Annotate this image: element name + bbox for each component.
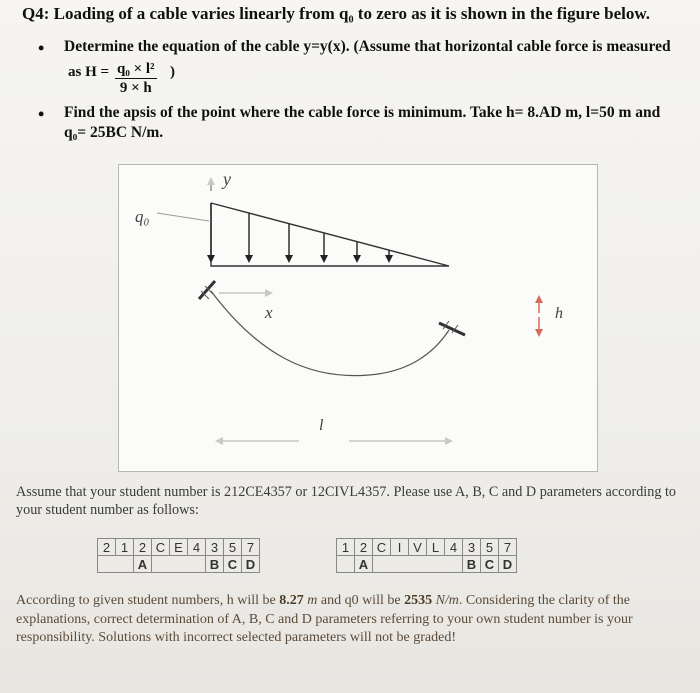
footer-part-2: and q0 will be: [317, 593, 405, 608]
bullet-2-line-2: q₀= 25BC N/m.: [64, 124, 164, 141]
table-cell: C: [481, 556, 499, 573]
bullet-dot: •: [38, 104, 45, 124]
footer-note: [16, 592, 684, 648]
table-cell: [152, 556, 206, 573]
h-fraction: [115, 60, 157, 97]
assume-text: Assume that your student number is 212CE4357 or 12CIVL4357. Please use A, B, C and D parameters according to your student number as follows:: [16, 484, 677, 518]
load-triangle: [211, 203, 449, 266]
bullet-2-text: Find the apsis of the point where the cable force is minimum. Take h= 8.AD m, l=50 m and: [64, 104, 661, 121]
table-cell: B: [463, 556, 481, 573]
label-y: y: [223, 169, 231, 189]
table-cell: D: [242, 556, 260, 573]
table-cell: 2: [134, 539, 152, 556]
table-cell: A: [355, 556, 373, 573]
table-cell: C: [373, 539, 391, 556]
table-cell: C: [152, 539, 170, 556]
bullet-1: [38, 38, 671, 58]
table-row: [337, 556, 517, 573]
table-cell: B: [206, 556, 224, 573]
table-cell: A: [134, 556, 152, 573]
load-arrows: [211, 203, 389, 259]
table-cell: D: [499, 556, 517, 573]
table-cell: 4: [445, 539, 463, 556]
h-value: 8.27: [279, 593, 304, 608]
table-cell: 2: [98, 539, 116, 556]
table-cell: 5: [224, 539, 242, 556]
table-cell: 5: [481, 539, 499, 556]
table-cell: I: [391, 539, 409, 556]
unit-nm: N/m: [432, 593, 459, 608]
label-q0: q₀: [135, 207, 150, 226]
footer-part-1: According to given student numbers, h will be: [16, 593, 280, 608]
table-cell: 1: [337, 539, 355, 556]
table-cell: [337, 556, 355, 573]
table-cell: [98, 556, 134, 573]
q0-value: 2535: [404, 593, 433, 608]
label-x: x: [265, 303, 273, 322]
table-cell: 7: [499, 539, 517, 556]
fraction-numerator: q₀ × l²: [117, 61, 155, 77]
left-support: [199, 281, 215, 299]
table-cell: [373, 556, 463, 573]
table-row: [98, 539, 260, 556]
footer-part-3: . Considering the clarity of the explanations, correct determination of A, B, C and D parameters referring to your own student number is your responsibility. Solutions with incorrect selected parameters will not be graded!: [16, 593, 633, 645]
table-cell: 3: [206, 539, 224, 556]
as-h-prefix: as H =: [68, 64, 110, 80]
table-cell: C: [224, 556, 242, 573]
cable-figure: [118, 164, 598, 472]
table-cell: L: [427, 539, 445, 556]
table-cell: V: [409, 539, 427, 556]
unit-m: m: [303, 593, 318, 608]
fraction-close: ): [170, 64, 175, 80]
bullet-2: [38, 104, 661, 124]
cable-curve: [211, 291, 449, 376]
table-cell: E: [170, 539, 188, 556]
table-row: [98, 556, 260, 573]
right-support: [439, 321, 465, 335]
table-cell: 4: [188, 539, 206, 556]
table-cell: 7: [242, 539, 260, 556]
label-h: h: [555, 305, 563, 322]
student-number-table-2: [336, 538, 517, 573]
table-cell: 1: [116, 539, 134, 556]
cable-diagram: [119, 165, 597, 471]
table-cell: 3: [463, 539, 481, 556]
bullet-dot: •: [38, 38, 45, 58]
label-l: l: [319, 417, 324, 434]
student-number-table-1: [97, 538, 260, 573]
table-row: [337, 539, 517, 556]
bullet-1-text: Determine the equation of the cable y=y(x). (Assume that horizontal cable force is measured: [64, 38, 671, 55]
fraction-denominator: 9 × h: [119, 80, 152, 96]
q0-leader: [157, 213, 209, 221]
question-title: Q4: Loading of a cable varies linearly from q₀ to zero as it is shown in the figure below.: [22, 4, 650, 23]
table-cell: 2: [355, 539, 373, 556]
